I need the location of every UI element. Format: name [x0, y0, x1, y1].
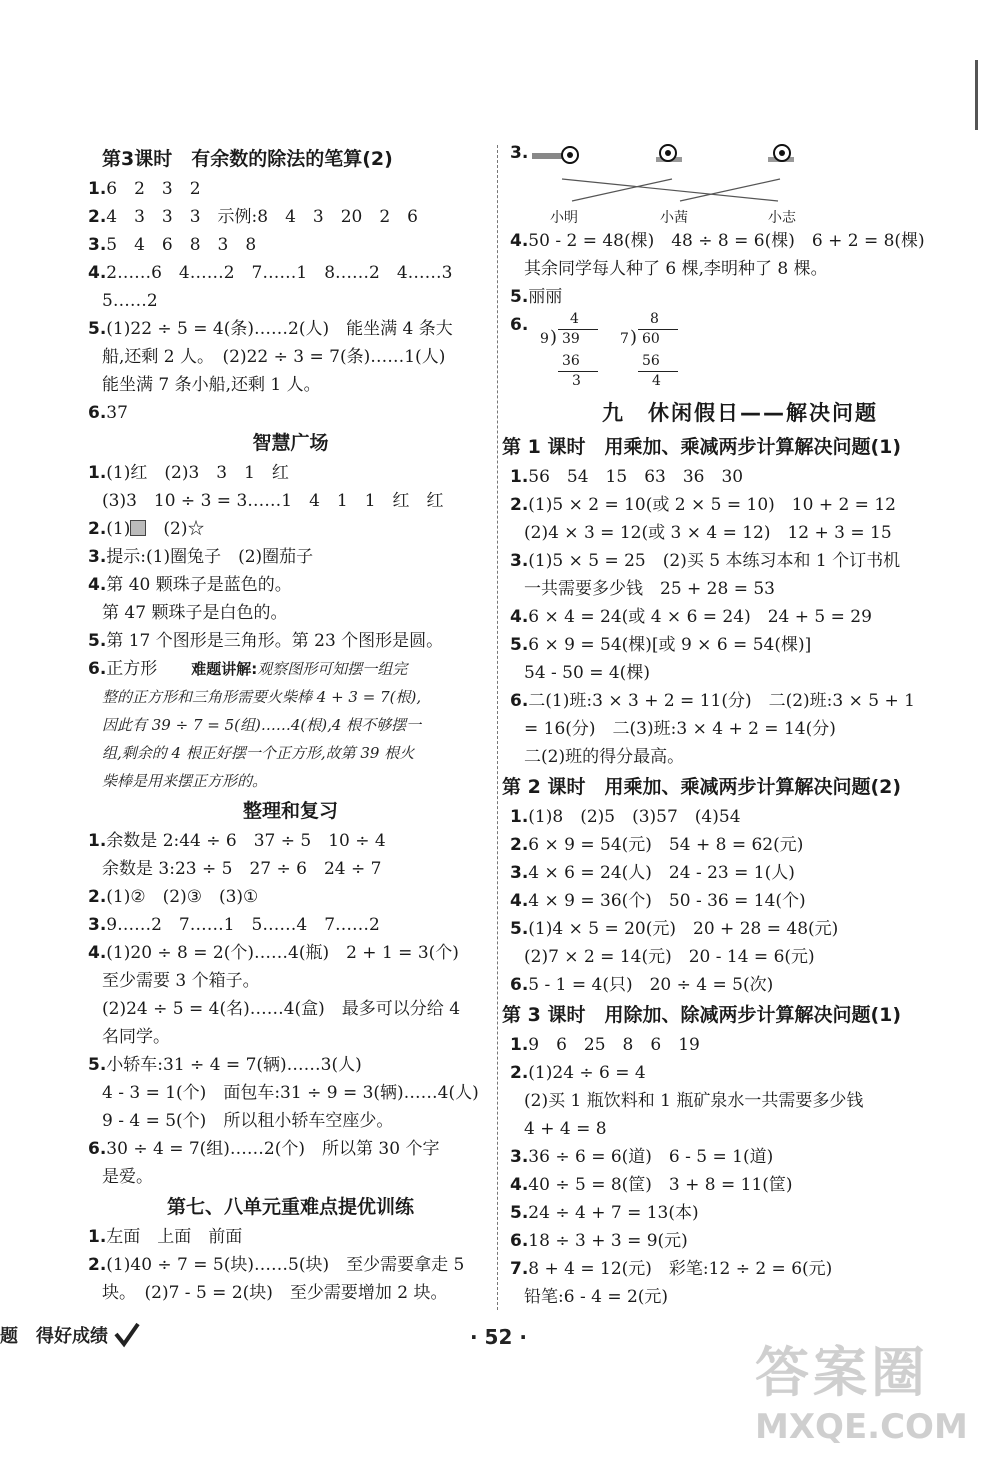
answer-line — [510, 859, 970, 887]
answer-line — [88, 231, 493, 259]
watermark-logo: 答案圈 MXQE.COM — [755, 1341, 968, 1447]
wisdom-tip-line: 组,剩余的 4 根正好摆一个正方形,故第 39 根火 — [102, 744, 415, 762]
q6-long-division: 6. 4 9 ) 39 36 3 8 7 ) 60 56 4 — [510, 311, 970, 395]
answer-line — [510, 1255, 970, 1283]
question-number: 3. — [88, 915, 107, 935]
answer-line — [88, 259, 493, 287]
answer-line — [510, 943, 970, 971]
answer-line — [510, 915, 970, 943]
answer-text: 6 2 3 2 — [106, 179, 201, 199]
answer-text: (2)7 × 2 = 14(元) 20 - 14 = 6(元) — [524, 947, 815, 967]
answer-text: 24 ÷ 4 + 7 = 13(本) — [528, 1203, 699, 1223]
question-number: 4. — [88, 943, 107, 963]
match-line — [680, 179, 780, 201]
answer-line — [88, 855, 493, 883]
answer-line — [88, 1107, 493, 1135]
wisdom-item-6: 6.正方形 难题讲解:观察图形可知摆一组完 — [88, 659, 408, 679]
question-number: 2. — [88, 887, 107, 907]
answer-text: 小轿车:31 ÷ 4 = 7(辆)……3(人) — [106, 1055, 362, 1075]
answer-text: 名同学。 — [102, 1027, 170, 1047]
answer-text: 左面 上面 前面 — [106, 1227, 243, 1247]
answer-line — [510, 971, 970, 999]
match-line — [572, 179, 672, 201]
q5-line: 5.丽丽 — [510, 287, 563, 307]
matching-lines — [510, 143, 970, 227]
long-division-2: 8 7 ) 60 56 4 — [620, 311, 680, 395]
question-number: 6. — [510, 691, 529, 711]
question-number: 4. — [510, 1175, 529, 1195]
wisdom-item-2: 2.(1) (2)☆ — [88, 519, 205, 539]
column-divider — [497, 145, 498, 1310]
answer-text: 一共需要多少钱 25 + 28 = 53 — [524, 579, 775, 599]
name-label: 小志 — [768, 210, 796, 226]
answer-text: 56 54 15 63 36 30 — [528, 467, 744, 487]
answer-text: (2)买 1 瓶饮料和 1 瓶矿泉水一共需要多少钱 — [524, 1091, 864, 1111]
answer-line — [510, 887, 970, 915]
question-number: 3. — [88, 235, 107, 255]
answer-text: 二(2)班的得分最高。 — [524, 747, 685, 767]
answer-line — [88, 1135, 493, 1163]
answer-line — [88, 343, 493, 371]
wisdom-item-4-cont: 第 47 颗珠子是白色的。 — [102, 603, 288, 623]
answer-line — [88, 995, 493, 1023]
answer-text: 9 - 4 = 5(个) 所以租小轿车空座少。 — [102, 1111, 394, 1131]
question-number: 3. — [510, 1147, 529, 1167]
answer-text: 40 ÷ 5 = 8(筐) 3 + 8 = 11(筐) — [528, 1175, 793, 1195]
question-number: 5. — [88, 1055, 107, 1075]
wisdom-title: 智慧广场 — [252, 432, 329, 454]
answer-text: 4 × 6 = 24(人) 24 - 23 = 1(人) — [528, 863, 795, 883]
answer-text: 6 × 4 = 24(或 4 × 6 = 24) 24 + 5 = 29 — [528, 607, 872, 627]
answer-text: (2)4 × 3 = 12(或 3 × 4 = 12) 12 + 3 = 15 — [524, 523, 892, 543]
question-number: 1. — [88, 1227, 107, 1247]
answer-text: 5 - 1 = 4(只) 20 ÷ 4 = 5(次) — [528, 975, 774, 995]
page-edge-mark — [975, 60, 978, 130]
answer-line — [510, 463, 970, 491]
brand-footer: 题 得好成绩 — [0, 1320, 140, 1354]
unit9-title: 九 休闲假日——解决问题 — [602, 401, 878, 425]
answer-text: 54 - 50 = 4(棵) — [524, 663, 650, 683]
answer-line — [88, 1023, 493, 1051]
answer-line — [510, 1087, 970, 1115]
answer-line — [88, 371, 493, 399]
answer-text: 4 + 4 = 8 — [524, 1119, 607, 1139]
answer-text: 5 4 6 8 3 8 — [106, 235, 257, 255]
answer-line — [88, 175, 493, 203]
answer-text: = 16(分) 二(3)班:3 × 4 + 2 = 14(分) — [524, 719, 836, 739]
answer-text: (1)20 ÷ 8 = 2(个)……4(瓶) 2 + 1 = 3(个) — [106, 943, 459, 963]
answer-line — [88, 1163, 493, 1191]
answer-line — [510, 631, 970, 659]
name-label: 小茜 — [660, 210, 688, 226]
answer-text: 18 ÷ 3 + 3 = 9(元) — [528, 1231, 688, 1251]
question-number: 6. — [510, 1231, 529, 1251]
question-number: 6. — [510, 975, 529, 995]
answer-text: 是爱。 — [102, 1167, 153, 1187]
wisdom-tip-line: 柴棒是用来摆正方形的。 — [102, 772, 268, 790]
question-number: 2. — [510, 1063, 529, 1083]
answer-line — [510, 547, 970, 575]
answer-line — [88, 287, 493, 315]
answer-text: 6 × 9 = 54(棵)[或 9 × 6 = 54(棵)] — [528, 635, 812, 655]
question-number: 3. — [510, 863, 529, 883]
question-number: 1. — [510, 807, 529, 827]
answer-text: 二(1)班:3 × 3 + 2 = 11(分) 二(2)班:3 × 5 + 1 — [528, 691, 915, 711]
left-column — [88, 143, 493, 1307]
answer-line — [510, 1059, 970, 1087]
answer-text: 块。 (2)7 - 5 = 2(块) 至少需要增加 2 块。 — [102, 1283, 448, 1303]
lesson3-right-answers — [510, 1031, 970, 1311]
answer-line — [510, 659, 970, 687]
answer-line — [88, 1051, 493, 1079]
answer-text: (1)24 ÷ 6 = 4 — [528, 1063, 646, 1083]
answer-line — [510, 715, 970, 743]
question-number: 4. — [88, 263, 107, 283]
question-number: 2. — [88, 207, 107, 227]
answer-line — [510, 603, 970, 631]
pencil-icon — [532, 153, 562, 159]
question-number: 6. — [88, 1139, 107, 1159]
answer-line — [510, 803, 970, 831]
answer-text: 9 6 25 8 6 19 — [528, 1035, 700, 1055]
question-number: 7. — [510, 1259, 529, 1279]
answer-line — [88, 1251, 493, 1279]
answer-line — [88, 315, 493, 343]
question-number: 1. — [88, 179, 107, 199]
review-answers — [88, 827, 493, 1191]
lesson1-title: 第 1 课时 用乘加、乘减两步计算解决问题(1) — [502, 436, 902, 458]
lesson3-right-title: 第 3 课时 用除加、除减两步计算解决问题(1) — [502, 1004, 902, 1026]
question-number: 4. — [510, 891, 529, 911]
answer-line — [510, 831, 970, 859]
units78-title: 第七、八单元重难点提优训练 — [166, 1196, 414, 1218]
answer-line — [88, 1279, 493, 1307]
question-number: 6. — [88, 403, 107, 423]
question-number: 1. — [510, 467, 529, 487]
lesson3-answers — [88, 175, 493, 427]
answer-line — [510, 687, 970, 715]
answer-text: 2……6 4……2 7……1 8……2 4……3 — [106, 263, 453, 283]
answer-line — [510, 1143, 970, 1171]
answer-text: 4 - 3 = 1(个) 面包车:31 ÷ 9 = 3(辆)……4(人) — [102, 1083, 479, 1103]
wisdom-tip-line: 整的正方形和三角形需要火柴棒 4 + 3 = 7(根), — [102, 688, 422, 706]
answer-line — [510, 491, 970, 519]
answer-line — [510, 519, 970, 547]
answer-line — [510, 743, 970, 771]
question-number: 5. — [510, 635, 529, 655]
answer-text: 铅笔:6 - 4 = 2(元) — [524, 1287, 669, 1307]
answer-text: (1)② (2)③ (3)① — [106, 887, 259, 907]
answer-line — [510, 1283, 970, 1311]
answer-line — [88, 967, 493, 995]
answer-line — [88, 911, 493, 939]
wisdom-tip-line: 因此有 39 ÷ 7 = 5(组)……4(根),4 根不够摆一 — [102, 716, 422, 734]
name-label: 小明 — [550, 210, 578, 226]
answer-text: (2)24 ÷ 5 = 4(名)……4(盒) 最多可以分给 4 — [102, 999, 461, 1019]
answer-text: 30 ÷ 4 = 7(组)……2(个) 所以第 30 个字 — [106, 1139, 440, 1159]
answer-line — [88, 1079, 493, 1107]
checkmark-icon — [114, 1322, 140, 1348]
wisdom-item-5: 5.第 17 个图形是三角形。第 23 个图形是圆。 — [88, 631, 444, 651]
answer-text: 6 × 9 = 54(元) 54 + 8 = 62(元) — [528, 835, 804, 855]
question-number: 2. — [510, 835, 529, 855]
wisdom-item-4: 4.第 40 颗珠子是蓝色的。 — [88, 575, 292, 595]
answer-text: 5……2 — [102, 291, 158, 311]
answer-text: 37 — [106, 403, 128, 423]
answer-line — [510, 1171, 970, 1199]
question-number: 1. — [88, 831, 107, 851]
answer-line — [510, 1031, 970, 1059]
page-number: · 52 · — [470, 1325, 527, 1349]
shaded-square-icon — [130, 520, 146, 536]
answer-line — [88, 883, 493, 911]
answer-text: (1)5 × 5 = 25 (2)买 5 本练习本和 1 个订书机 — [528, 551, 901, 571]
answer-text: 4 × 9 = 36(个) 50 - 36 = 14(个) — [528, 891, 806, 911]
wisdom-item-1-cont: (3)3 10 ÷ 3 = 3……1 4 1 1 红 红 — [102, 491, 444, 511]
question-number: 5. — [88, 319, 107, 339]
question-number: 5. — [510, 1203, 529, 1223]
question-number: 3. — [510, 551, 529, 571]
answer-line — [88, 939, 493, 967]
answer-text: 9……2 7……1 5……4 7……2 — [106, 915, 380, 935]
lesson2-title: 第 2 课时 用乘加、乘减两步计算解决问题(2) — [502, 776, 902, 798]
answer-line — [88, 827, 493, 855]
question-number: 4. — [510, 607, 529, 627]
q3-matching-diagram: 3. 小明 小茜 小志 — [510, 143, 970, 227]
question-number: 2. — [88, 1255, 107, 1275]
answer-text: 8 + 4 = 12(元) 彩笔:12 ÷ 2 = 6(元) — [528, 1259, 833, 1279]
answer-text: 36 ÷ 6 = 6(道) 6 - 5 = 1(道) — [528, 1147, 774, 1167]
answer-text: 船,还剩 2 人。 (2)22 ÷ 3 = 7(条)……1(人) — [102, 347, 446, 367]
lesson2-answers — [510, 803, 970, 999]
lesson1-answers — [510, 463, 970, 771]
right-column — [502, 143, 970, 1311]
answer-line — [88, 203, 493, 231]
answer-text: (1)4 × 5 = 20(元) 20 + 28 = 48(元) — [528, 919, 839, 939]
answer-text: (1)5 × 2 = 10(或 2 × 5 = 10) 10 + 2 = 12 — [528, 495, 896, 515]
review-title: 整理和复习 — [242, 800, 338, 822]
answer-line — [510, 1115, 970, 1143]
question-number: 2. — [510, 495, 529, 515]
answer-text: 能坐满 7 条小船,还剩 1 人。 — [102, 375, 321, 395]
long-division-1: 4 9 ) 39 36 3 — [540, 311, 600, 395]
answer-line — [88, 399, 493, 427]
answer-line — [510, 1227, 970, 1255]
lesson3-title: 第3课时 有余数的除法的笔算(2) — [102, 148, 393, 170]
q4-line: 4.50 - 2 = 48(棵) 48 ÷ 8 = 6(棵) 6 + 2 = 8(棵) — [510, 231, 925, 251]
question-number: 5. — [510, 919, 529, 939]
answer-text: (1)8 (2)5 (3)57 (4)54 — [528, 807, 741, 827]
answer-text: 余数是 2:44 ÷ 6 37 ÷ 5 10 ÷ 4 — [106, 831, 386, 851]
answer-text: (1)22 ÷ 5 = 4(条)……2(人) 能坐满 4 条大 — [106, 319, 453, 339]
answer-line — [88, 1223, 493, 1251]
answer-text: 余数是 3:23 ÷ 5 27 ÷ 6 24 ÷ 7 — [102, 859, 382, 879]
answer-text: 4 3 3 3 示例:8 4 3 20 2 6 — [106, 207, 418, 227]
answer-line — [510, 1199, 970, 1227]
units78-answers — [88, 1223, 493, 1307]
wisdom-item-3: 3.提示:(1)圈兔子 (2)圈茄子 — [88, 547, 314, 567]
question-number: 1. — [510, 1035, 529, 1055]
q4-line-cont: 其余同学每人种了 6 棵,李明种了 8 棵。 — [524, 259, 828, 279]
match-line — [562, 179, 778, 201]
answer-line — [510, 575, 970, 603]
answer-text: 至少需要 3 个箱子。 — [102, 971, 260, 991]
wisdom-item-1: 1.(1)红 (2)3 3 1 红 — [88, 463, 289, 483]
answer-text: (1)40 ÷ 7 = 5(块)……5(块) 至少需要拿走 5 — [106, 1255, 465, 1275]
